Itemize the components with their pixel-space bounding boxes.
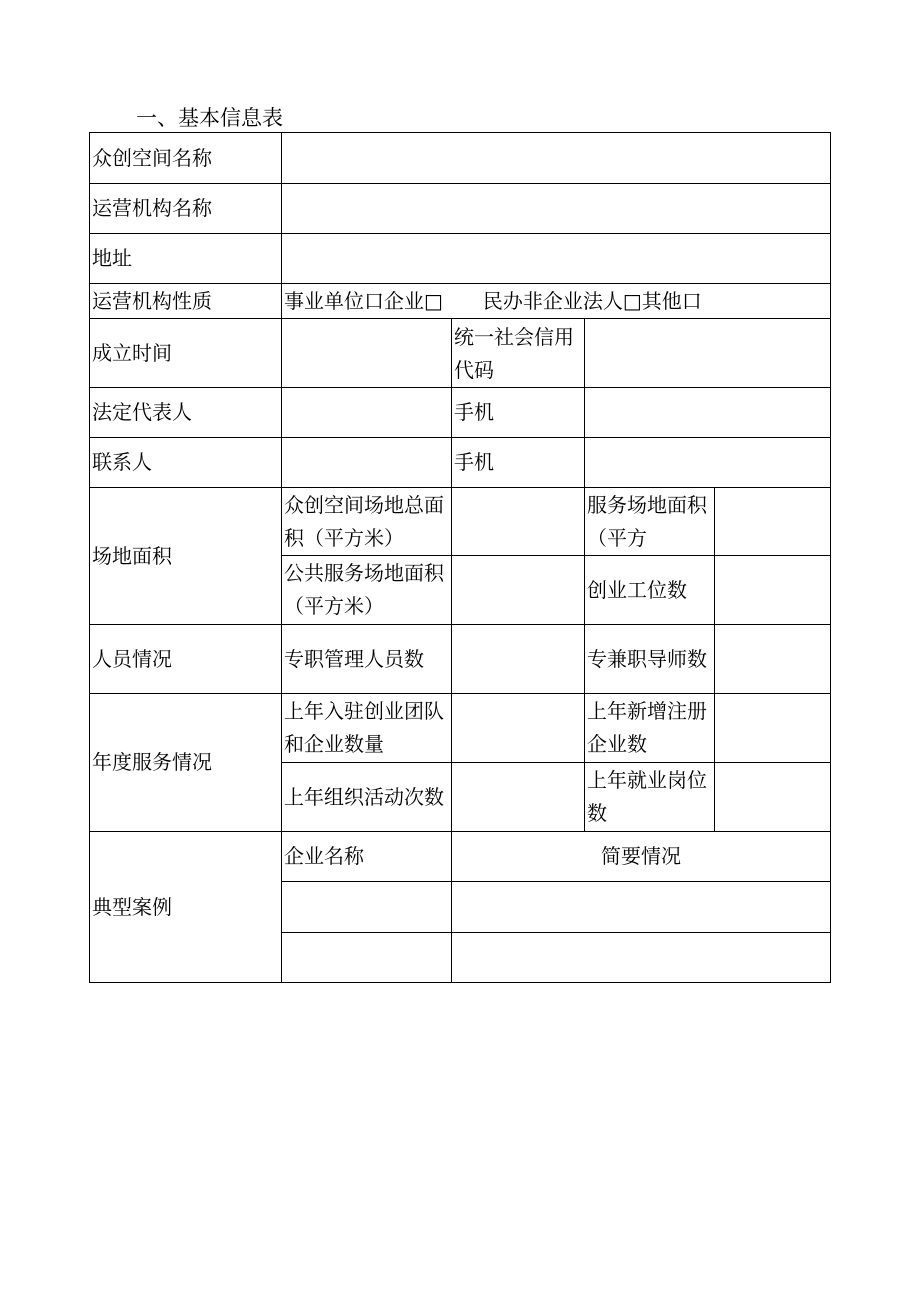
annual-service-label: 年度服务情况 <box>90 694 282 832</box>
total-area-field[interactable] <box>452 488 585 556</box>
space-name-field[interactable] <box>282 133 831 184</box>
credit-code-field[interactable] <box>585 319 831 388</box>
founded-label: 成立时间 <box>90 319 282 388</box>
case-company-field[interactable] <box>282 882 452 933</box>
table-row <box>90 438 831 488</box>
table-row <box>90 388 831 438</box>
credit-code-label: 统一社会信用代码 <box>452 319 585 388</box>
case-summary-field[interactable] <box>452 933 831 983</box>
address-field[interactable] <box>282 234 831 284</box>
jobs-label: 上年就业岗位数 <box>585 763 715 832</box>
cases-label: 典型案例 <box>90 832 282 983</box>
jobs-field[interactable] <box>715 763 831 832</box>
page-title: 一、基本信息表 <box>136 106 283 130</box>
table-row <box>90 625 831 694</box>
company-name-header: 企业名称 <box>282 832 452 882</box>
operator-name-field[interactable] <box>282 184 831 234</box>
activities-label: 上年组织活动次数 <box>282 763 452 832</box>
table-row <box>90 234 831 284</box>
case-summary-field[interactable] <box>452 882 831 933</box>
personnel-label: 人员情况 <box>90 625 282 694</box>
legal-rep-phone-field[interactable] <box>585 388 831 438</box>
new-registered-label: 上年新增注册企业数 <box>585 694 715 763</box>
table-row <box>90 488 831 556</box>
legal-rep-field[interactable] <box>282 388 452 438</box>
workstations-label: 创业工位数 <box>585 556 715 625</box>
contact-field[interactable] <box>282 438 452 488</box>
mentors-field[interactable] <box>715 625 831 694</box>
teams-last-year-label: 上年入驻创业团队和企业数量 <box>282 694 452 763</box>
table-row <box>90 319 831 388</box>
site-area-label: 场地面积 <box>90 488 282 625</box>
public-area-field[interactable] <box>452 556 585 625</box>
founded-field[interactable] <box>282 319 452 388</box>
basic-info-table <box>89 132 831 983</box>
teams-last-year-field[interactable] <box>452 694 585 763</box>
address-label: 地址 <box>90 234 282 284</box>
operator-nature-options[interactable]: 事业单位口企业□ 民办非企业法人□其他口 <box>282 284 831 319</box>
fulltime-staff-label: 专职管理人员数 <box>282 625 452 694</box>
table-row <box>90 284 831 319</box>
service-area-label: 服务场地面积（平方 <box>585 488 715 556</box>
table-row <box>90 184 831 234</box>
fulltime-staff-field[interactable] <box>452 625 585 694</box>
operator-nature-label: 运营机构性质 <box>90 284 282 319</box>
space-name-label: 众创空间名称 <box>90 133 282 184</box>
mentors-label: 专兼职导师数 <box>585 625 715 694</box>
table-row <box>90 832 831 882</box>
summary-header: 简要情况 <box>452 832 831 882</box>
operator-name-label: 运营机构名称 <box>90 184 282 234</box>
legal-rep-label: 法定代表人 <box>90 388 282 438</box>
contact-phone-field[interactable] <box>585 438 831 488</box>
total-area-label: 众创空间场地总面积（平方米） <box>282 488 452 556</box>
contact-label: 联系人 <box>90 438 282 488</box>
table-row <box>90 694 831 763</box>
phone-label: 手机 <box>452 438 585 488</box>
public-area-label: 公共服务场地面积（平方米） <box>282 556 452 625</box>
phone-label: 手机 <box>452 388 585 438</box>
activities-field[interactable] <box>452 763 585 832</box>
workstations-field[interactable] <box>715 556 831 625</box>
new-registered-field[interactable] <box>715 694 831 763</box>
case-company-field[interactable] <box>282 933 452 983</box>
service-area-field[interactable] <box>715 488 831 556</box>
table-row <box>90 133 831 184</box>
